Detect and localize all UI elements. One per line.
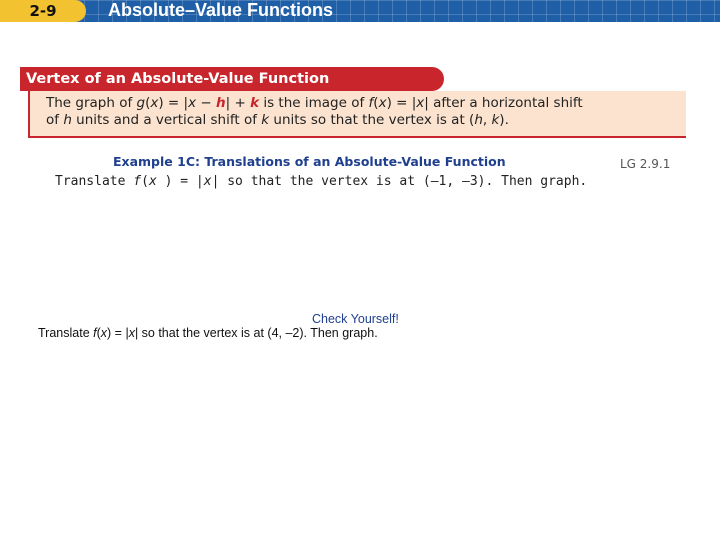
text-run: ).: [499, 112, 509, 128]
text-run: x: [150, 95, 159, 111]
text-run: ) = |: [156, 174, 204, 189]
text-run: | +: [225, 95, 251, 111]
text-run: k: [491, 112, 500, 128]
text-run: (: [373, 95, 379, 111]
k-highlight: k: [250, 95, 260, 111]
text-run: of: [46, 112, 64, 128]
vertex-box-line-1: [46, 95, 672, 112]
text-run: h: [474, 112, 483, 128]
text-run: h: [63, 112, 72, 128]
text-run: x: [148, 174, 157, 189]
example-instruction: [55, 174, 587, 189]
example-title: Example 1C: Translations of an Absolute-Value Function: [113, 154, 506, 169]
h-highlight: h: [216, 95, 226, 111]
text-run: x: [188, 95, 197, 111]
text-run: x: [416, 95, 425, 111]
text-run: x: [128, 326, 135, 340]
text-run: x: [378, 95, 387, 111]
text-run: ,: [482, 112, 492, 128]
vertex-box-title: Vertex of an Absolute-Value Function: [20, 67, 444, 91]
vertex-box-body: [28, 91, 686, 138]
text-run: f: [93, 326, 97, 340]
text-run: units and a vertical shift of: [71, 112, 262, 128]
check-yourself-title: Check Yourself!: [312, 312, 399, 326]
text-run: k: [261, 112, 270, 128]
text-run: Translate: [55, 174, 134, 189]
text-run: | so that the vertex is at (4, –2). Then graph.: [134, 326, 378, 340]
text-run: ) = |: [107, 326, 129, 340]
text-run: | after a horizontal shift: [424, 95, 583, 111]
text-run: Translate: [38, 326, 94, 340]
header-band: [0, 0, 720, 22]
learning-goal-label: LG 2.9.1: [620, 157, 671, 171]
text-run: x: [203, 174, 212, 189]
text-run: | so that the vertex is at (–1, –3). Then graph.: [211, 174, 588, 189]
text-run: f: [133, 174, 142, 189]
text-run: −: [196, 95, 216, 111]
text-run: g: [136, 95, 146, 111]
text-run: (: [96, 326, 101, 340]
vertex-box-line-2: [46, 112, 672, 129]
check-yourself-instruction: [38, 326, 378, 340]
text-run: units so that the vertex is at (: [269, 112, 475, 128]
text-run: x: [100, 326, 108, 340]
text-run: ) = |: [386, 95, 417, 111]
text-run: The graph of: [46, 95, 137, 111]
text-run: ) = |: [158, 95, 189, 111]
page-title: Absolute–Value Functions: [108, 0, 334, 20]
text-run: (: [141, 174, 149, 189]
lesson-badge: 2-9: [0, 0, 86, 22]
text-run: is the image of: [259, 95, 369, 111]
text-run: (: [145, 95, 151, 111]
text-run: f: [368, 95, 374, 111]
